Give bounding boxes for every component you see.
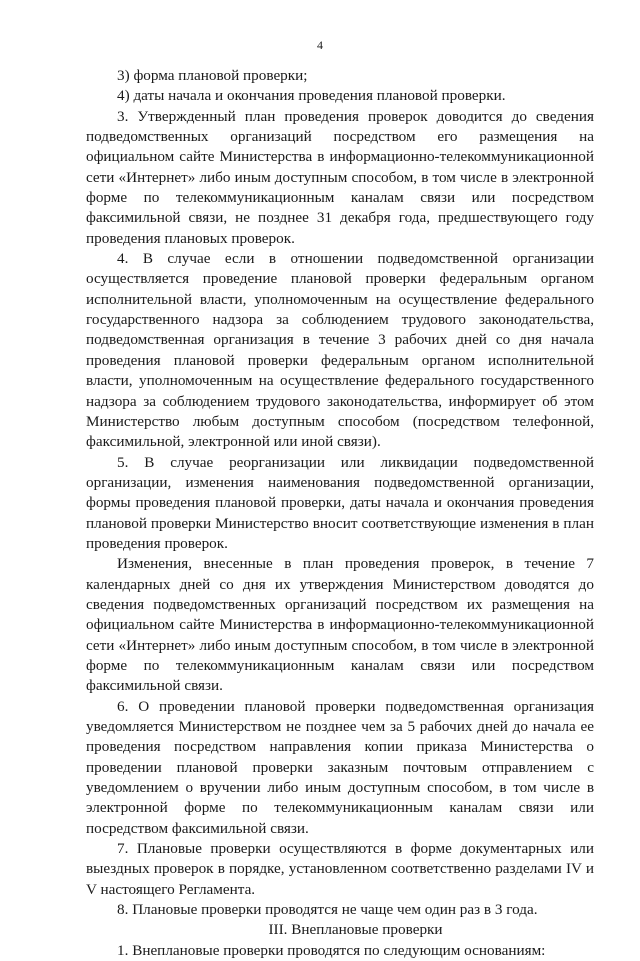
- paragraph: 6. О проведении плановой проверки подведомственная организация уведомляется Министерством не позднее чем за 5 рабочих дней до начала ее проведения посредством направления копии приказа Министерства о проведении плановой проверки заказным почтовым отправлением с уведомлением о вручении либо иным доступным способом, в том числе в электронной форме по телекоммуникационным каналам связи или посредством факсимильной связи.: [86, 697, 594, 837]
- paragraph: 4) даты начала и окончания проведения плановой проверки.: [117, 87, 506, 105]
- paragraph: 8. Плановые проверки проводятся не чаще чем один раз в 3 года.: [117, 901, 538, 919]
- paragraph: 3. Утвержденный план проведения проверок доводится до сведения подведомственных организаций посредством его размещения на официальном сайте Министерства в информационно-телекоммуникационной сети «Интернет» либо иным доступным способом, в том числе в электронной форме по телекоммуникационным каналам связи или посредством факсимильной связи, не позднее 31 декабря года, предшествующего году проведения плановых проверок.: [86, 107, 594, 247]
- paragraph: 4. В случае если в отношении подведомственной организации осуществляется проведение плановой проверки федеральным органом исполнительной власти, уполномоченным на осуществление федерального государственного надзора за соблюдением трудового законодательства, подведомственная организация в течение 3 рабочих дней со дня начала проведения плановой проверки федеральным органом исполнительной власти, уполномоченным на осуществление федерального государственного надзора за соблюдением трудового законодательства, информирует об этом Министерство любым доступным способом (посредством телефонной, факсимильной, электронной или иной связи).: [86, 250, 594, 451]
- section-heading: III. Внеплановые проверки: [268, 921, 443, 939]
- paragraph: 5. В случае реорганизации или ликвидации подведомственной организации, изменения наименования подведомственной организации, формы проведения плановой проверки, даты начала и окончания проведения плановой проверки Министерство вносит соответствующие изменения в план проведения проверок.: [86, 453, 594, 552]
- page-number: 4: [317, 38, 323, 52]
- paragraph: 1. Внеплановые проверки проводятся по следующим основаниям:: [117, 941, 546, 959]
- paragraph: Изменения, внесенные в план проведения проверок, в течение 7 календарных дней со дня их утверждения Министерством доводятся до сведения подведомственных организаций посредством их размещения на официальном сайте Министерства в информационно-телекоммуникационной сети «Интернет» либо иным доступным способом, в том числе в электронной форме по телекоммуникационным каналам связи или посредством факсимильной связи.: [86, 555, 594, 695]
- document-body: [86, 66, 594, 961]
- paragraph: 3) форма плановой проверки;: [117, 67, 308, 84]
- paragraph: 7. Плановые проверки осуществляются в форме документарных или выездных проверок в порядке, установленном соответственно разделами IV и V настоящего Регламента.: [86, 840, 594, 898]
